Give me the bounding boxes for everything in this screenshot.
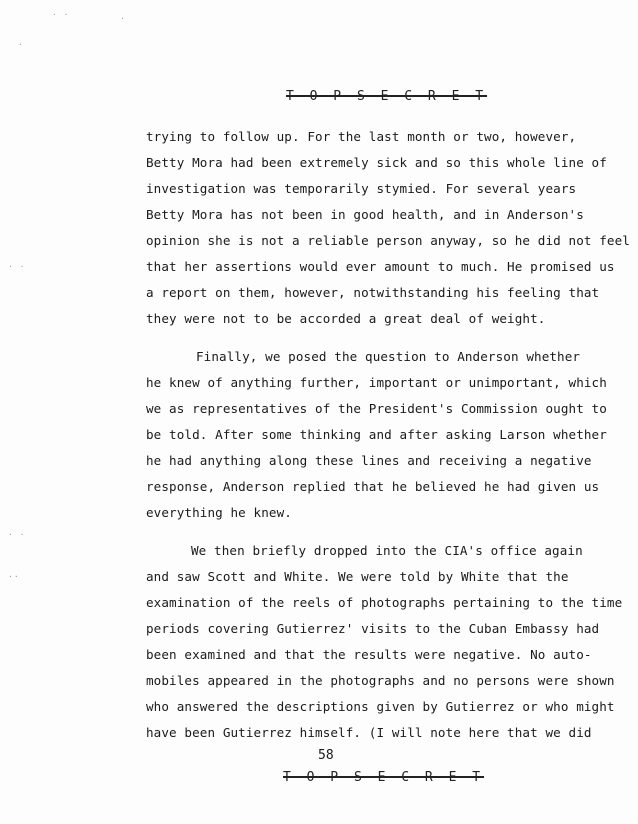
text-line: examination of the reels of photographs pertaining to the time [146, 595, 623, 610]
page-number: 58 [318, 748, 334, 763]
scan-artifact: · · [8, 262, 26, 271]
text-line: response, Anderson replied that he believed he had given us [146, 479, 600, 494]
text-line: who answered the descriptions given by Gutierrez or who might [146, 699, 615, 714]
header-classification-marking: T O P S E C R E T [286, 89, 488, 104]
text-line: be told. After some thinking and after asking Larson whether [146, 427, 607, 442]
text-line: trying to follow up. For the last month or two, however, [146, 129, 577, 144]
text-line: they were not to be accorded a great deal of weight. [146, 311, 546, 326]
text-line: investigation was temporarily stymied. For several years [146, 181, 577, 196]
scan-artifact: · · [52, 10, 70, 19]
text-line: and saw Scott and White. We were told by White that the [146, 569, 569, 584]
text-line: we as representatives of the President's Commission ought to [146, 401, 607, 416]
text-line: periods covering Gutierrez' visits to the Cuban Embassy had [146, 621, 600, 636]
text-line: Betty Mora has not been in good health, and in Anderson's [146, 207, 584, 222]
text-line: mobiles appeared in the photographs and no persons were shown [146, 673, 615, 688]
text-line: Finally, we posed the question to Anderson whether [196, 349, 581, 364]
text-line: he had anything along these lines and receiving a negative [146, 453, 592, 468]
scan-artifact: ·· [8, 572, 20, 581]
text-line: a report on them, however, notwithstanding his feeling that [146, 285, 600, 300]
scan-artifact: · [120, 14, 126, 23]
text-line: We then briefly dropped into the CIA's office again [191, 543, 583, 558]
scan-artifact: · [18, 40, 24, 49]
text-line: he knew of anything further, important or unimportant, which [146, 375, 607, 390]
text-line: Betty Mora had been extremely sick and so this whole line of [146, 155, 607, 170]
text-line: opinion she is not a reliable person anyway, so he did not feel [146, 233, 630, 248]
footer-classification-marking: T O P S E C R E T [283, 770, 485, 785]
text-line: been examined and that the results were negative. No auto- [146, 647, 592, 662]
text-line: have been Gutierrez himself. (I will note here that we did [146, 725, 592, 740]
text-line: everything he knew. [146, 505, 292, 520]
scan-artifact: · · [8, 530, 26, 539]
text-line: that her assertions would ever amount to much. He promised us [146, 259, 615, 274]
